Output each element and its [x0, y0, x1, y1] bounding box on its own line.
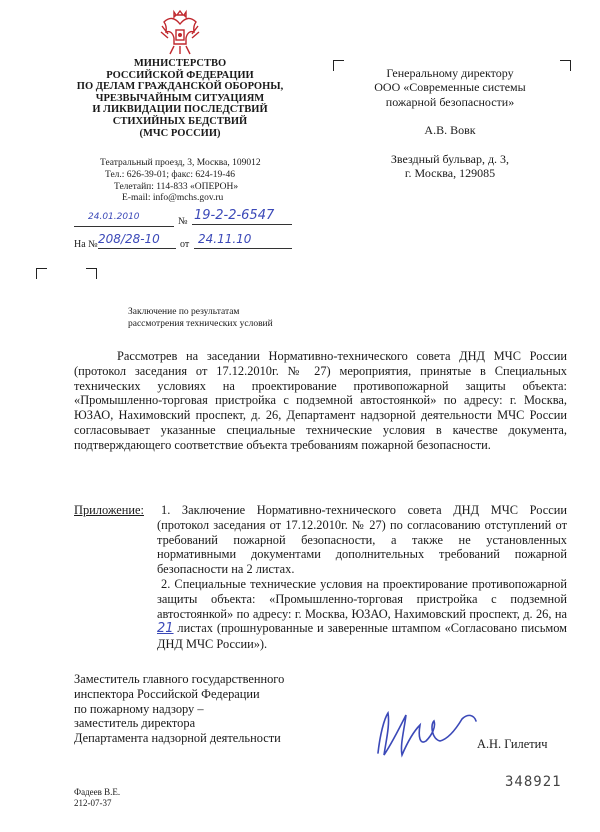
reg-date: 24.01.2010	[88, 212, 140, 222]
recipient-block	[335, 66, 565, 180]
reg-no-label: №	[178, 216, 188, 227]
annex-sheet-count: 21	[157, 621, 174, 637]
reg-date-line	[74, 212, 174, 227]
annex-item-2	[157, 577, 567, 652]
contact-phone: Тел.: 626-39-01; факс: 624-19-46	[105, 169, 235, 180]
ref-date-line	[194, 234, 292, 249]
ministry-line: ЧРЕЗВЫЧАЙНЫМ СИТУАЦИЯМ	[95, 92, 265, 104]
ministry-contacts	[100, 158, 320, 205]
signatory-name: А.Н. Гилетич	[477, 737, 548, 751]
corner-mark	[86, 268, 97, 279]
corner-mark	[36, 268, 47, 279]
document-number: 348921	[505, 774, 562, 790]
ministry-line: МИНИСТЕРСТВО	[133, 58, 227, 69]
recipient-address-line: г. Москва, 129085	[404, 166, 496, 181]
signatory-line: заместитель директора	[74, 716, 196, 731]
reg-no-line	[192, 210, 292, 225]
recipient-line: ООО «Современные системы	[374, 80, 526, 95]
ref-no-line	[98, 234, 176, 249]
contact-teletype: Телетайп: 114-833 «ОПЕРОН»	[114, 181, 239, 192]
recipient-line: Генеральному директору	[386, 66, 514, 80]
ref-date: 24.11.10	[198, 232, 252, 246]
ref-date-label: от	[180, 239, 190, 250]
contact-email: E-mail: info@mchs.gov.ru	[122, 193, 224, 204]
annex-list	[157, 503, 567, 652]
signatory-line: Заместитель главного государственного	[74, 672, 285, 686]
ministry-line: РОССИЙСКОЙ ФЕДЕРАЦИИ	[106, 69, 254, 81]
ref-no: 208/28-10	[98, 232, 160, 246]
letter-body: Рассмотрев на заседании Нормативно-технического совета ДНД МЧС России (протокол заседания от 17.12.2010г. № 27) мероприятия, принятые в Специальных технических условиях на проектирование противопожарной защиты объекта: «Промышленно-торговая пристройка с подземной автостоянкой» по адресу: г. Москва, ЮЗАО, Нахимовский проспект, д. 26, Департамент надзорной деятельности МЧС России согласовывает указанные специальные технические условия в качестве документа, подтверждающего соответствие объекта требованиям пожарной безопасности.	[74, 349, 567, 452]
recipient-line: пожарной безопасности»	[385, 94, 515, 109]
ministry-line: (МЧС РОССИИ)	[139, 127, 221, 139]
ministry-line: И ЛИКВИДАЦИИ ПОСЛЕДСТВИЙ	[92, 104, 268, 116]
subject-line: рассмотрения технических условий	[128, 319, 273, 329]
signatory-line: Департамента надзорной деятельности	[74, 731, 281, 746]
annex-item-2-end: листах (прошнурованные и заверенные штампом «Согласовано письмом ДНД МЧС России»).	[157, 621, 567, 652]
ministry-name	[72, 58, 288, 139]
executor-info	[74, 787, 120, 809]
ministry-line: ПО ДЕЛАМ ГРАЖДАНСКОЙ ОБОРОНЫ,	[76, 81, 284, 93]
annex-item-2-start: 2. Специальные технические условия на проектирование противопожарной защиты объекта: «Промышленно-торговая пристройка с подземной автостоянкой» по адресу: г. Москва, ЮЗАО, Нахимовский проспект, д. 26, на	[157, 576, 567, 621]
reg-no: 19-2-2-6547	[194, 208, 275, 223]
annex-label: Приложение:	[74, 503, 144, 517]
recipient-address-line: Звездный бульвар, д. 3,	[390, 151, 510, 166]
signatory-title	[74, 672, 334, 746]
recipient-name: А.В. Вовк	[424, 123, 476, 138]
ref-label: На №	[74, 239, 98, 250]
executor-phone: 212-07-37	[74, 798, 112, 808]
signatory-line: инспектора Российской Федерации	[74, 686, 260, 701]
executor-name: Фадеев В.Е.	[74, 787, 121, 797]
subject-line: Заключение по результатам	[128, 307, 240, 317]
signatory-line: по пожарному надзору –	[74, 701, 204, 716]
annex-item-1: 1. Заключение Нормативно-технического совета ДНД МЧС России (протокол заседания от 17.12.2010г. № 27) по согласованию отступлений от требований пожарной безопасности, а также не установленных нормативными документами дополнительных требований пожарной безопасности на 2 листах.	[157, 503, 567, 577]
ministry-line: СТИХИЙНЫХ БЕДСТВИЙ	[112, 115, 248, 127]
letter-subject	[128, 306, 273, 330]
contact-address: Театральный проезд, 3, Москва, 109012	[100, 158, 261, 168]
handwritten-signature	[370, 705, 480, 765]
coat-of-arms-icon	[158, 8, 202, 56]
